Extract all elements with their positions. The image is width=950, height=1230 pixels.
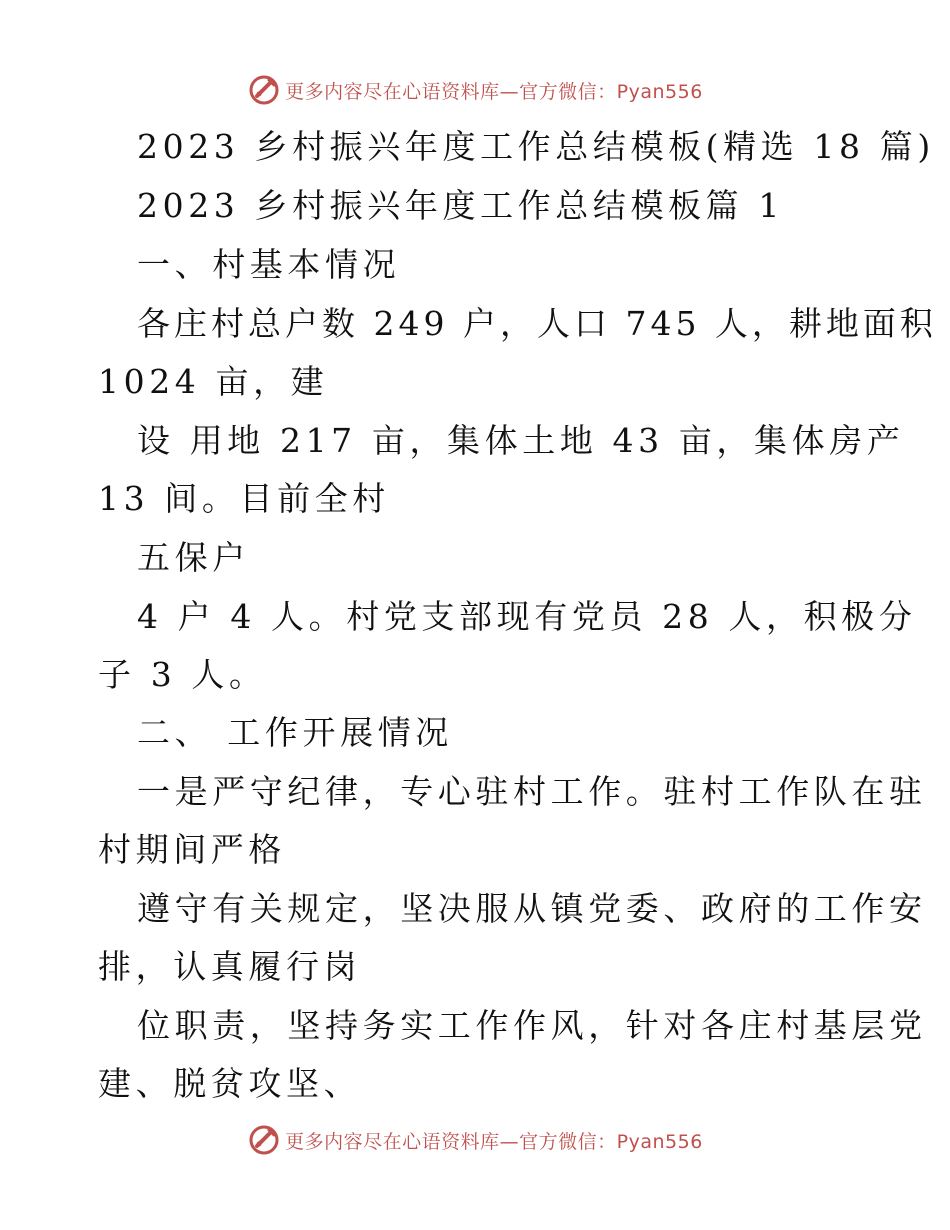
paragraph-line: 13 间。目前全村	[98, 479, 390, 518]
paragraph-line: 1024 亩，建	[98, 362, 329, 401]
paragraph-line: 各庄村总户数 249 户，人口 745 人，耕地面积	[137, 304, 937, 343]
paragraph-line: 五保户	[137, 538, 250, 577]
document-title: 2023 乡村振兴年度工作总结模板(精选 18 篇)	[137, 127, 935, 166]
subsection-heading: 一、村基本情况	[137, 245, 401, 284]
paragraph-line: 排，认真履行岗	[98, 947, 362, 986]
watermark-text: 更多内容尽在心语资料库—官方微信：Pyan556	[285, 80, 703, 103]
watermark-text: 更多内容尽在心语资料库—官方微信：Pyan556	[285, 1130, 703, 1153]
paragraph-line: 子 3 人。	[98, 655, 267, 694]
paragraph-line: 4 户 4 人。村党支部现有党员 28 人，积极分	[137, 597, 917, 636]
paragraph-line: 遵守有关规定，坚决服从镇党委、政府的工作安	[137, 889, 927, 928]
paragraph-line: 设 用地 217 亩，集体土地 43 亩，集体房产	[137, 421, 905, 460]
paragraph-line: 位职责，坚持务实工作作风，针对各庄村基层党	[137, 1006, 927, 1045]
paragraph-line: 村期间严格	[98, 830, 286, 869]
paragraph-line: 建、脱贫攻坚、	[98, 1064, 362, 1103]
subsection-heading: 二、 工作开展情况	[137, 713, 453, 752]
section-heading: 2023 乡村振兴年度工作总结模板篇 1	[137, 186, 784, 225]
footer-watermark	[0, 1120, 950, 1160]
paragraph-line: 一是严守纪律，专心驻村工作。驻村工作队在驻	[137, 772, 927, 811]
pen-seal-icon	[247, 1123, 281, 1157]
